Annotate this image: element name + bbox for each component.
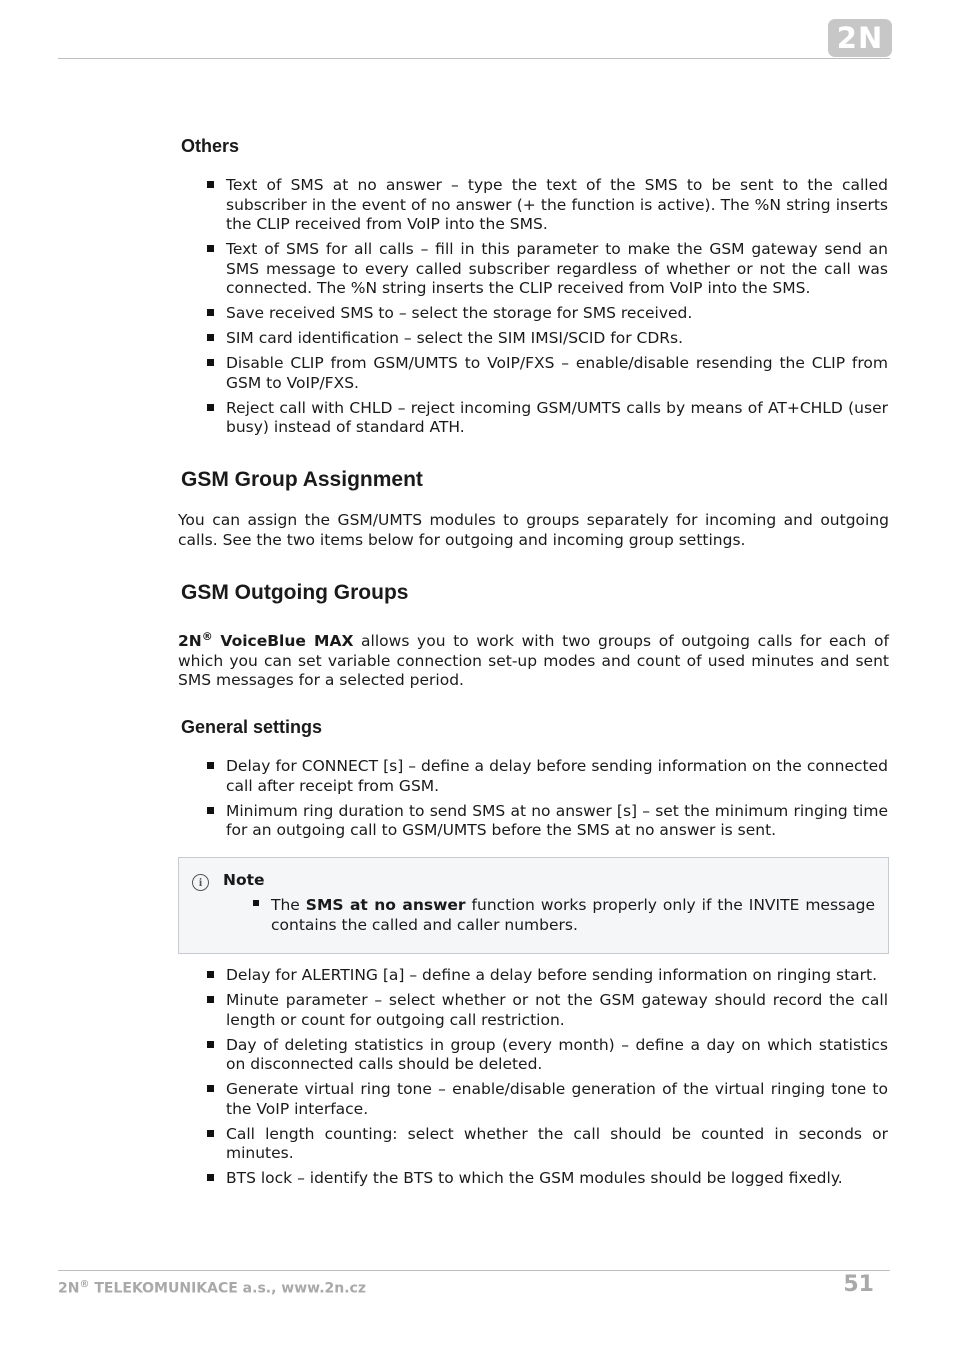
list-item: Text of SMS at no answer – type the text of the SMS to be sent to the called subscriber in the event of no answer (+ the function is active). The %N string inserts the CLIP received from VoIP into the SMS.	[226, 176, 888, 233]
note-text-bold: SMS at no answer	[305, 896, 466, 914]
list-item: Day of deleting statistics in group (every month) – define a day on which statistics on disconnected calls should be deleted.	[226, 1035, 888, 1073]
gsm-outgoing-groups-heading: GSM Outgoing Groups	[181, 581, 409, 604]
note-text-pre: The	[271, 896, 306, 914]
outgoing-groups-description: allows you to work with two groups of outgoing calls for each of which you can set variable connection set-up modes and count of used minutes and sent SMS messages for a selected period.	[178, 632, 889, 690]
footer-company	[58, 1279, 366, 1297]
list-item: Text of SMS for all calls – fill in this parameter to make the GSM gateway send an SMS message to every called subscriber regardless of whether or not the call was connected. The %N string inserts the CLIP received from VoIP into the SMS.	[226, 240, 888, 297]
others-list	[226, 176, 888, 443]
2n-logo: 2N	[828, 19, 892, 57]
page-number: 51	[843, 1272, 874, 1297]
list-item: Call length counting: select whether the call should be counted in seconds or minutes.	[226, 1124, 888, 1162]
note-list	[271, 895, 875, 935]
general-settings-heading: General settings	[181, 717, 323, 737]
note-box	[178, 857, 889, 954]
list-item: BTS lock – identify the BTS to which the GSM modules should be logged fixedly.	[226, 1169, 888, 1189]
general-settings-list-continued	[226, 966, 888, 1194]
others-heading: Others	[181, 136, 240, 156]
list-item: Disable CLIP from GSM/UMTS to VoIP/FXS – enable/disable resending the CLIP from GSM to VoIP/FXS.	[226, 354, 888, 392]
product-name: VoiceBlue MAX	[220, 632, 354, 651]
footer-registered-mark: ®	[79, 1279, 90, 1290]
list-item: Minimum ring duration to send SMS at no answer [s] – set the minimum ringing time for an outgoing call to GSM/UMTS before the SMS at no answer is sent.	[226, 801, 888, 839]
header-divider	[58, 58, 890, 59]
list-item: Delay for ALERTING [a] – define a delay before sending information on ringing start.	[226, 966, 888, 986]
list-item: Reject call with CHLD – reject incoming GSM/UMTS calls by means of AT+CHLD (user busy) instead of standard ATH.	[226, 398, 888, 436]
footer-company-name: TELEKOMUNIKACE a.s., www.2n.cz	[89, 1280, 366, 1297]
footer-brand: 2N	[58, 1280, 80, 1297]
list-item: Save received SMS to – select the storage for SMS received.	[226, 304, 888, 324]
general-settings-list	[226, 757, 888, 846]
outgoing-groups-text	[178, 627, 889, 691]
brand-name: 2N	[178, 632, 202, 651]
gsm-group-assignment-heading: GSM Group Assignment	[181, 468, 423, 491]
note-item	[271, 895, 875, 935]
list-item: SIM card identification – select the SIM IMSI/SCID for CDRs.	[226, 329, 888, 349]
note-title: Note	[223, 871, 265, 889]
list-item: Minute parameter – select whether or not the GSM gateway should record the call length or count for outgoing call restriction.	[226, 991, 888, 1029]
info-icon: i	[192, 874, 209, 891]
footer-divider	[58, 1270, 890, 1271]
list-item: Generate virtual ring tone – enable/disable generation of the virtual ringing tone to the VoIP interface.	[226, 1080, 888, 1118]
registered-mark: ®	[201, 630, 213, 643]
note-text-post: function works properly only if the INVITE message contains the called and caller numbers.	[271, 896, 875, 934]
list-item: Delay for CONNECT [s] – define a delay before sending information on the connected call after receipt from GSM.	[226, 757, 888, 795]
group-assignment-text: You can assign the GSM/UMTS modules to groups separately for incoming and outgoing calls. See the two items below for outgoing and incoming group settings.	[178, 511, 889, 549]
